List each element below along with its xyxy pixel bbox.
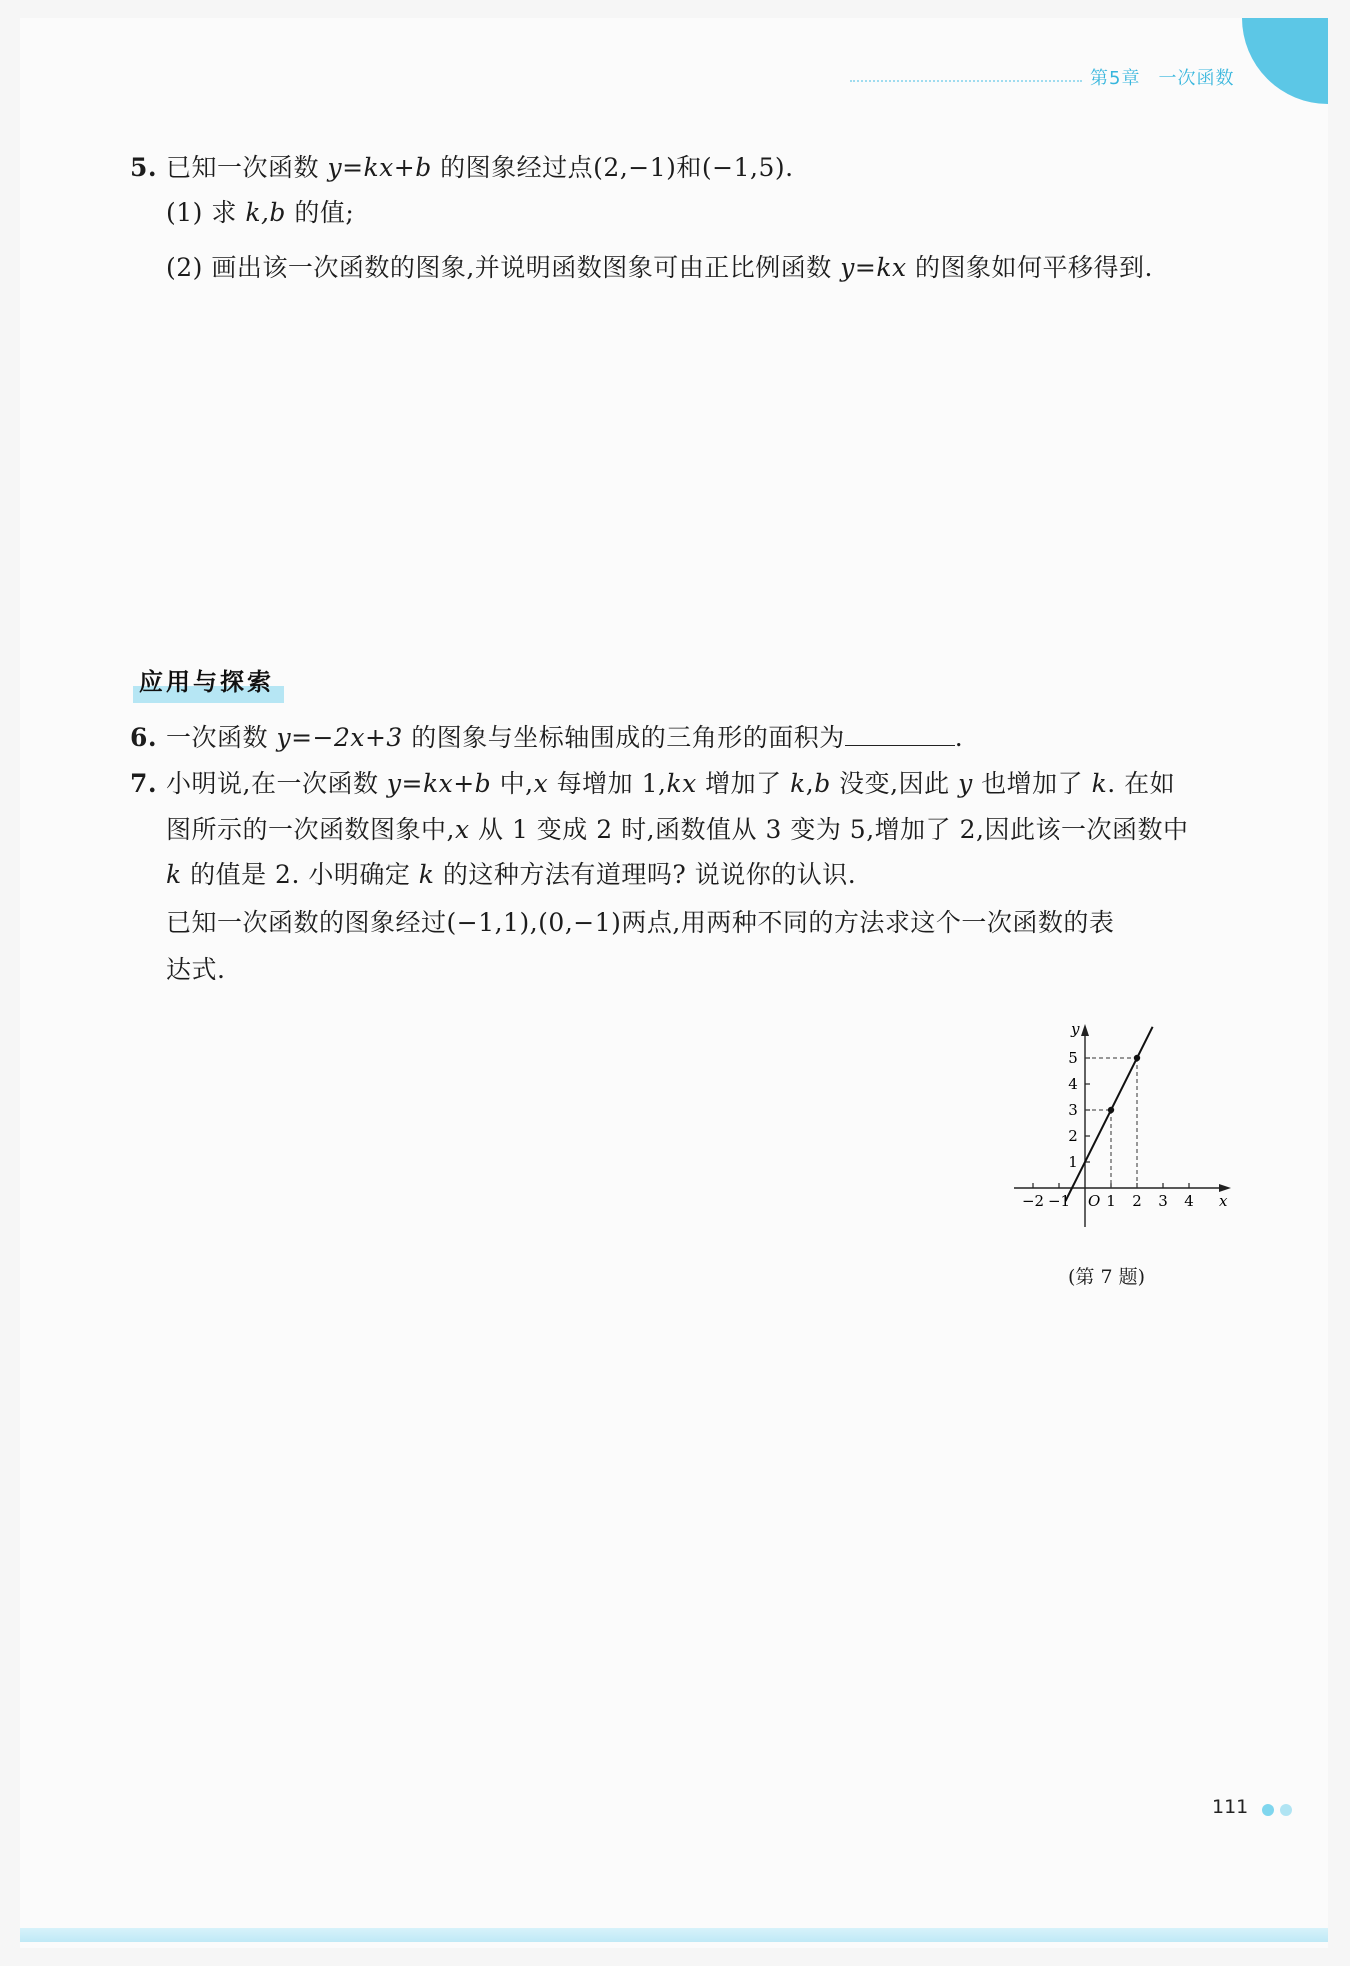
question-7-line-2 [166, 810, 1188, 846]
question-5-part-2 [166, 248, 1153, 284]
question-number: 7. [130, 769, 158, 798]
figure-caption: (第 7 题) [1068, 1266, 1145, 1288]
running-header [1090, 64, 1234, 90]
y-axis-label: y [1071, 1020, 1080, 1038]
question-5 [130, 148, 794, 184]
answer-blank[interactable] [845, 725, 955, 746]
q7-text: 的这种方法有道理吗? 说说你的认识. [434, 860, 857, 889]
q7-var: x [454, 815, 470, 844]
chapter-number: 第5章 [1090, 68, 1141, 89]
q7-text: 图所示的一次函数图象中, [166, 815, 455, 844]
q7-text: 也增加了 [972, 769, 1092, 798]
q7-text: 小明说,在一次函数 [166, 769, 387, 798]
line-series [1066, 1027, 1153, 1201]
x-tick-label: −2 [1021, 1192, 1045, 1210]
q7-var: x [533, 769, 549, 798]
y-tick-label: 1 [1068, 1153, 1078, 1171]
section-heading: 应用与探索 [133, 662, 284, 703]
footer-dot [1280, 1804, 1292, 1816]
q5-text-end: 的图象经过点(2,−1)和(−1,5). [431, 153, 794, 182]
q7-var: k [790, 769, 806, 798]
question-number: 6. [130, 723, 158, 752]
q7-text: . 在如 [1107, 769, 1176, 798]
question-7-line-5: 达式. [166, 955, 226, 984]
q5-p2-equation: y=kx [840, 253, 907, 282]
x-tick-label: 2 [1132, 1192, 1142, 1210]
q5-p1-vars: k,b [245, 198, 286, 227]
q5-p1-text: (1) 求 [166, 198, 246, 227]
q7-equation: y=kx+b [386, 769, 492, 798]
q7-text: 每增加 1, [548, 769, 667, 798]
q6-period: . [954, 723, 964, 752]
q7-var: y [958, 769, 973, 798]
data-point [1108, 1107, 1114, 1113]
question-6 [130, 718, 963, 754]
function-graph [1005, 1010, 1245, 1250]
question-5-part-1 [166, 193, 354, 229]
footer-dot [1262, 1804, 1274, 1816]
q7-var: k [1091, 769, 1108, 798]
header-dotted-line [850, 80, 1082, 82]
q6-text-end: 的图象与坐标轴围成的三角形的面积为 [402, 723, 845, 752]
data-point [1134, 1055, 1140, 1061]
q7-var: k [166, 860, 182, 889]
y-tick-label: 3 [1068, 1101, 1078, 1119]
q6-text: 一次函数 [166, 723, 277, 752]
tick-labels [1022, 1020, 1228, 1210]
x-tick-label: 3 [1158, 1192, 1168, 1210]
x-axis-arrow [1219, 1184, 1231, 1192]
q5-p1-end: 的值; [285, 198, 355, 227]
q5-text: 已知一次函数 [166, 153, 328, 182]
q6-equation: y=−2x+3 [276, 723, 403, 752]
x-tick-label: −1 [1047, 1192, 1071, 1210]
q7-var: b [814, 769, 831, 798]
y-tick-label: 2 [1068, 1127, 1078, 1145]
q7-text: 没变,因此 [830, 769, 959, 798]
x-axis-label: x [1219, 1192, 1228, 1210]
question-7-line-3 [166, 855, 856, 891]
question-7-line-1 [130, 764, 1175, 800]
q7-text: 从 1 变成 2 时,函数值从 3 变为 5,增加了 2,因此该一次函数中 [469, 815, 1189, 844]
q7-text: 的值是 2. 小明确定 [181, 860, 419, 889]
y-tick-label: 4 [1068, 1075, 1078, 1093]
page-number: 111 [1212, 1796, 1249, 1818]
footer-bar [20, 1928, 1328, 1942]
q7-var: kx [666, 769, 697, 798]
q7-var: k [418, 860, 435, 889]
q5-p2-end: 的图象如何平移得到. [906, 253, 1153, 282]
x-tick-label: 1 [1106, 1192, 1116, 1210]
chapter-title: 一次函数 [1158, 68, 1235, 89]
question-7-line-4: 已知一次函数的图象经过(−1,1),(0,−1)两点,用两种不同的方法求这个一次函数的表 [166, 908, 1115, 937]
guide-lines [1085, 1058, 1137, 1188]
q7-text: 增加了 [696, 769, 791, 798]
question-number: 5. [130, 153, 158, 182]
q7-text: , [805, 769, 815, 798]
q5-equation: y=kx+b [327, 153, 432, 182]
x-tick-label: O [1088, 1192, 1101, 1210]
function-line [1066, 1027, 1153, 1201]
y-axis-arrow [1081, 1024, 1089, 1036]
x-tick-label: 4 [1184, 1192, 1194, 1210]
axes [1014, 1024, 1231, 1227]
q5-p2-text: (2) 画出该一次函数的图象,并说明函数图象可由正比例函数 [166, 253, 841, 282]
q7-text: 中, [491, 769, 534, 798]
y-tick-label: 5 [1068, 1049, 1078, 1067]
